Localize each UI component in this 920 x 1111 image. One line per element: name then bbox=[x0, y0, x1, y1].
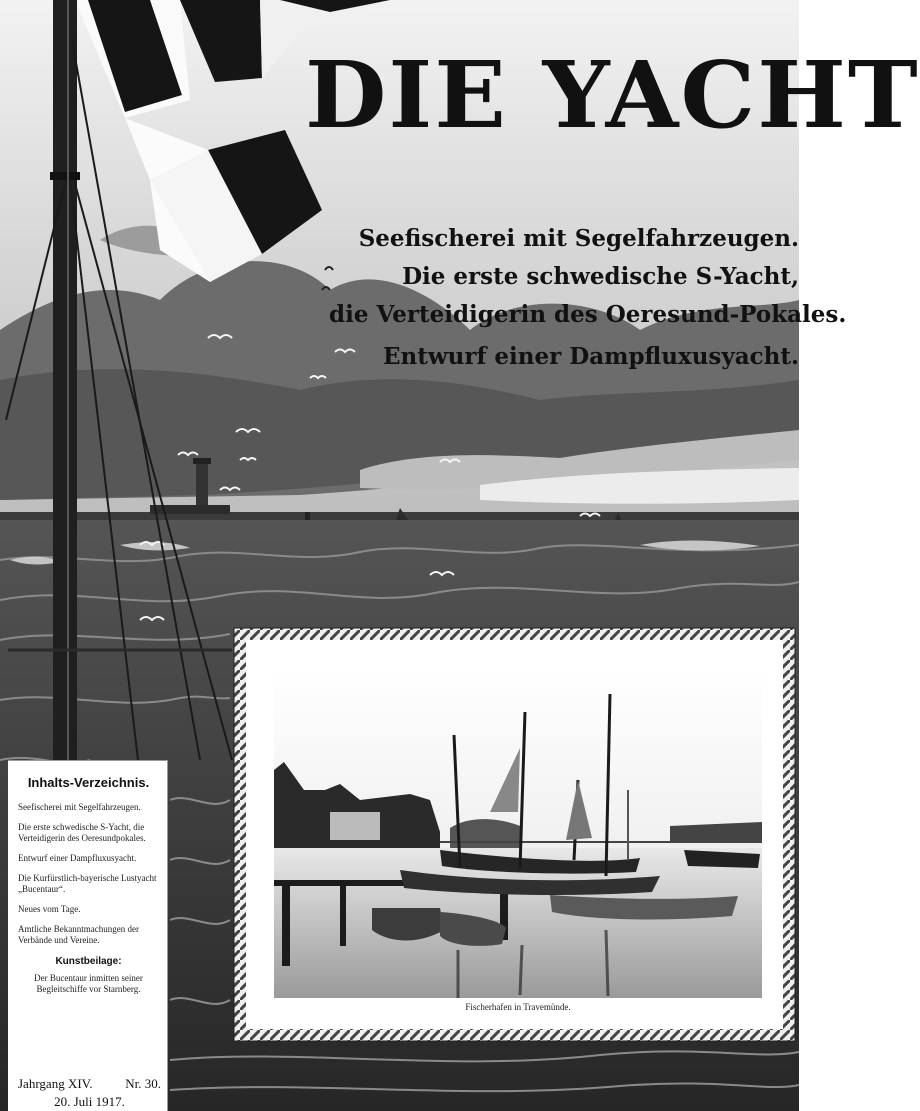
cover-topic: Entwurf einer Dampfluxusyacht. bbox=[383, 343, 799, 370]
issue-volume: Jahrgang XIV. bbox=[18, 1076, 93, 1091]
cover-topic: Seefischerei mit Segelfahrzeugen. bbox=[358, 225, 799, 252]
toc-item: Neues vom Tage. bbox=[18, 904, 81, 914]
issue-info bbox=[18, 1076, 161, 1110]
magazine-title: DIE YACHT bbox=[305, 41, 920, 149]
issue-number: Nr. 30. bbox=[125, 1076, 161, 1091]
toc-item: Die erste schwedische S-Yacht, die Verteidigerin des Oeresundpokales. bbox=[18, 822, 146, 843]
toc-item: Die Kurfürstlich-bayerische Lustyacht „Bucentaur“. bbox=[18, 873, 157, 894]
issue-date: 20. Juli 1917. bbox=[54, 1094, 125, 1109]
supplement-heading: Kunstbeilage: bbox=[55, 956, 122, 967]
harbour-photo bbox=[274, 666, 762, 998]
toc-item: Entwurf einer Dampfluxusyacht. bbox=[18, 853, 137, 863]
table-of-contents bbox=[8, 760, 168, 1111]
photo-caption: Fischerhafen in Travemünde. bbox=[465, 1002, 571, 1012]
cover-topics bbox=[329, 220, 847, 376]
toc-heading: Inhalts-Verzeichnis. bbox=[27, 775, 150, 790]
toc-item: Amtliche Bekanntmachungen der Verbände und Vereine. bbox=[18, 924, 139, 945]
toc-item: Seefischerei mit Segelfahrzeugen. bbox=[18, 802, 141, 812]
supplement-text: Der Bucentaur inmitten seiner Begleitschiffe vor Starnberg. bbox=[34, 973, 143, 994]
cover-topic: die Verteidigerin des Oeresund-Pokales. bbox=[329, 301, 847, 328]
cover-topic: Die erste schwedische S-Yacht, bbox=[402, 263, 799, 290]
